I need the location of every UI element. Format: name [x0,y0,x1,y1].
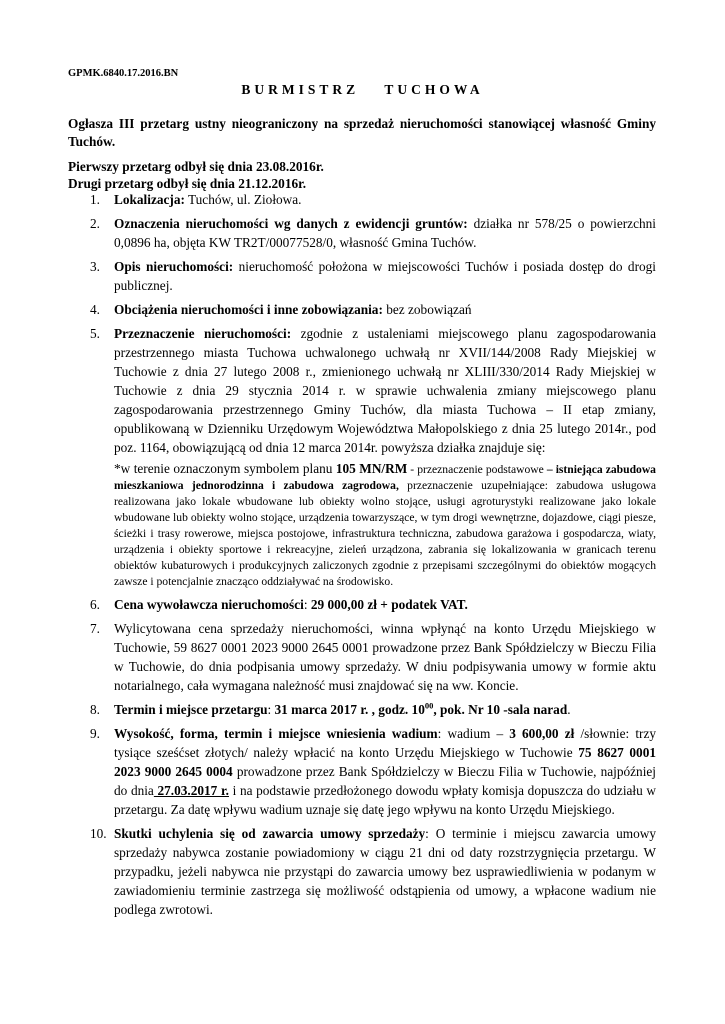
terms-list [68,190,656,919]
deposit-account: 75 8627 0001 2023 9000 2645 0004 [114,745,657,779]
item-text: i na podstawie przedłożonego dowodu wpłaty komisja dopuszcza do udziału w przetargu. Za datę wpływu wadium uznaje się datę jego wpływu na konto Urzędu Miejskiego. [114,783,657,817]
item-label: Oznaczenia nieruchomości wg danych z ewidencji gruntów: [114,216,468,231]
list-item-deposit [68,724,656,819]
item-number: 8. [90,702,100,717]
item-label: Przeznaczenie nieruchomości: [114,326,292,341]
note-text: przeznaczenie uzupełniające: zabudowa usługowa realizowana jako lokale wbudowane lub obiekty wolno stojące, usługi agroturystyki realizowane jako lokale wbudowane lub obiekty wolno stojące, urządzenia towarzyszące, w tym drogi wewnętrzne, dojazdowe, ciągi piesze, ścieżki i trasy rowerowe, miejsca postojowe, infrastruktura techniczna, zabudowa garażowa i gospodarcza, wiaty, urządzenia i obiekty sportowe i rekreacyjne, zieleń urządzona, zabrania się lokalizowania w granicach terenu obiektów kubaturowych i produkcyjnych zaliczonych zgodnie z przepisami szczególnymi do obiektów mogących zawsze i potencjalnie znacząco oddziaływać na środowisko. [114,479,656,588]
first-tender-info: Pierwszy przetarg odbył się dnia 23.08.2016r. [68,159,324,174]
primary-use: – istniejąca zabudowa mieszkaniowa jednorodzinna i zabudowa zagrodowa, [114,463,656,492]
item-number: 9. [90,726,100,741]
item-label: Cena wywoławcza nieruchomości [114,597,304,612]
item-separator: : [267,702,275,717]
item-separator: : [303,597,311,612]
list-item-location [68,190,656,209]
list-item-zoning [68,324,656,590]
list-item-land-registry [68,214,656,252]
page-title: BURMISTRZ TUCHOWA [241,82,484,97]
item-label: Wysokość, forma, termin i miejsce wniesienia wadium [114,726,438,741]
tender-room: , pok. Nr 10 -sala narad [433,702,568,717]
item-text: działka nr 578/25 o powierzchni 0,0896 ha, objęta KW TR2T/00077528/0, własność Gmina Tuchów. [114,216,656,250]
item-text: Tuchów, ul. Ziołowa. [184,192,302,207]
item-number: 6. [90,597,100,612]
list-item-starting-price [68,595,656,614]
reference-number: GPMK.6840.17.2016.BN [68,68,179,79]
plan-symbol: 105 MN/RM [335,461,408,476]
list-item-encumbrances [68,300,656,319]
item-text: zgodnie z ustaleniami miejscowego planu zagospodarowania przestrzennego miasta Tuchowa uchwalonego uchwałą nr XVII/144/2008 Rady Miejskiej w Tuchowie z dnia 27 lutego 2008 r., zmienionego uchwałą nr XLIII/330/2014 Rady Miejskiej w Tuchowie z dnia 29 stycznia 2014 r. w sprawie uchwalenia zmiany miejscowego planu zagospodarowania przestrzennego Gminy Tuchów, dla miasta Tuchowa – II etap zmiany, opublikowaną w Dzienniku Urzędowym Województwa Małopolskiego z dnia 25 lutego 2014r., pod poz. 1164, obowiązującą od dnia 12 marca 2014r. powyższa działka znajduje się: [114,326,656,455]
item-number: 1. [90,192,100,207]
list-item-payment [68,619,656,695]
item-number: 7. [90,621,100,636]
note-intro: *w terenie oznaczonym symbolem planu [114,461,336,476]
item-text: bez zobowiązań [382,302,472,317]
item-end: . [567,702,571,717]
item-number: 3. [90,259,100,274]
item-text: : O terminie i miejscu zawarcia umowy sprzedaży nabywca zostanie powiadomiony w ciągu 21 dni od daty rozstrzygnięcia przetargu. W przypadku, jeżeli nabywca nie przystąpi do zawarcia umowy bez usprawiedliwienia w podanym w zawiadomieniu terminie zastrzega się możliwość odstąpienia od umowy, a wpłacone wadium nie podlega zwrotowi. [114,826,656,917]
list-item-description [68,257,656,295]
time-minutes: 00 [424,700,434,711]
item-text: /słownie: trzy tysiące sześćset złotych/ należy wpłacić na konto Urzędu Miejskiego w Tuchowie [114,726,657,760]
item-label: Skutki uchylenia się od zawarcia umowy sprzedaży [114,826,426,841]
second-tender-info: Drugi przetarg odbył się dnia 21.12.2016r. [68,176,307,191]
deposit-amount: 3 600,00 zł [509,726,575,741]
item-number: 2. [90,216,100,231]
item-number: 10. [90,826,107,841]
item-text: : wadium – [437,726,510,741]
item-text: prowadzone przez Bank Spółdzielczy w Bieczu Filia w Tuchowie, najpóźniej do dnia [114,764,656,798]
item-number: 4. [90,302,100,317]
announcement-headline: Ogłasza III przetarg ustny nieograniczony na sprzedaż nieruchomości stanowiącej własność Gminy Tuchów. [68,116,656,149]
list-item-consequences [68,824,656,919]
item-text: Wylicytowana cena sprzedaży nieruchomości, winna wpłynąć na konto Urzędu Miejskiego w Tuchowie, 59 8627 0001 2023 9000 2645 0001 prowadzone przez Bank Spółdzielczy w Bieczu Filia w Tuchowie, do dnia podpisania umowy sprzedaży. W dniu podpisywania umowy w formie aktu notarialnego, cała wymagana należność musi znajdować się na ww. Koncie. [114,621,656,693]
item-label: Termin i miejsce przetargu [114,702,268,717]
list-item-date-place [68,700,656,719]
item-text: nieruchomość położona w miejscowości Tuchów i posiada dostęp do drogi publicznej. [114,259,656,293]
note-text: - przeznaczenie podstawowe [407,463,547,476]
item-label: Obciążenia nieruchomości i inne zobowiązania: [114,302,383,317]
item-label: Lokalizacja: [114,192,185,207]
item-number: 5. [90,326,100,341]
item-label: Opis nieruchomości: [114,259,234,274]
zoning-note [70,461,656,590]
deposit-deadline: 27.03.2017 r. [153,783,229,798]
price-value: 29 000,00 zł + podatek VAT. [310,597,468,612]
tender-date: 31 marca 2017 r. , godz. 10 [274,702,425,717]
